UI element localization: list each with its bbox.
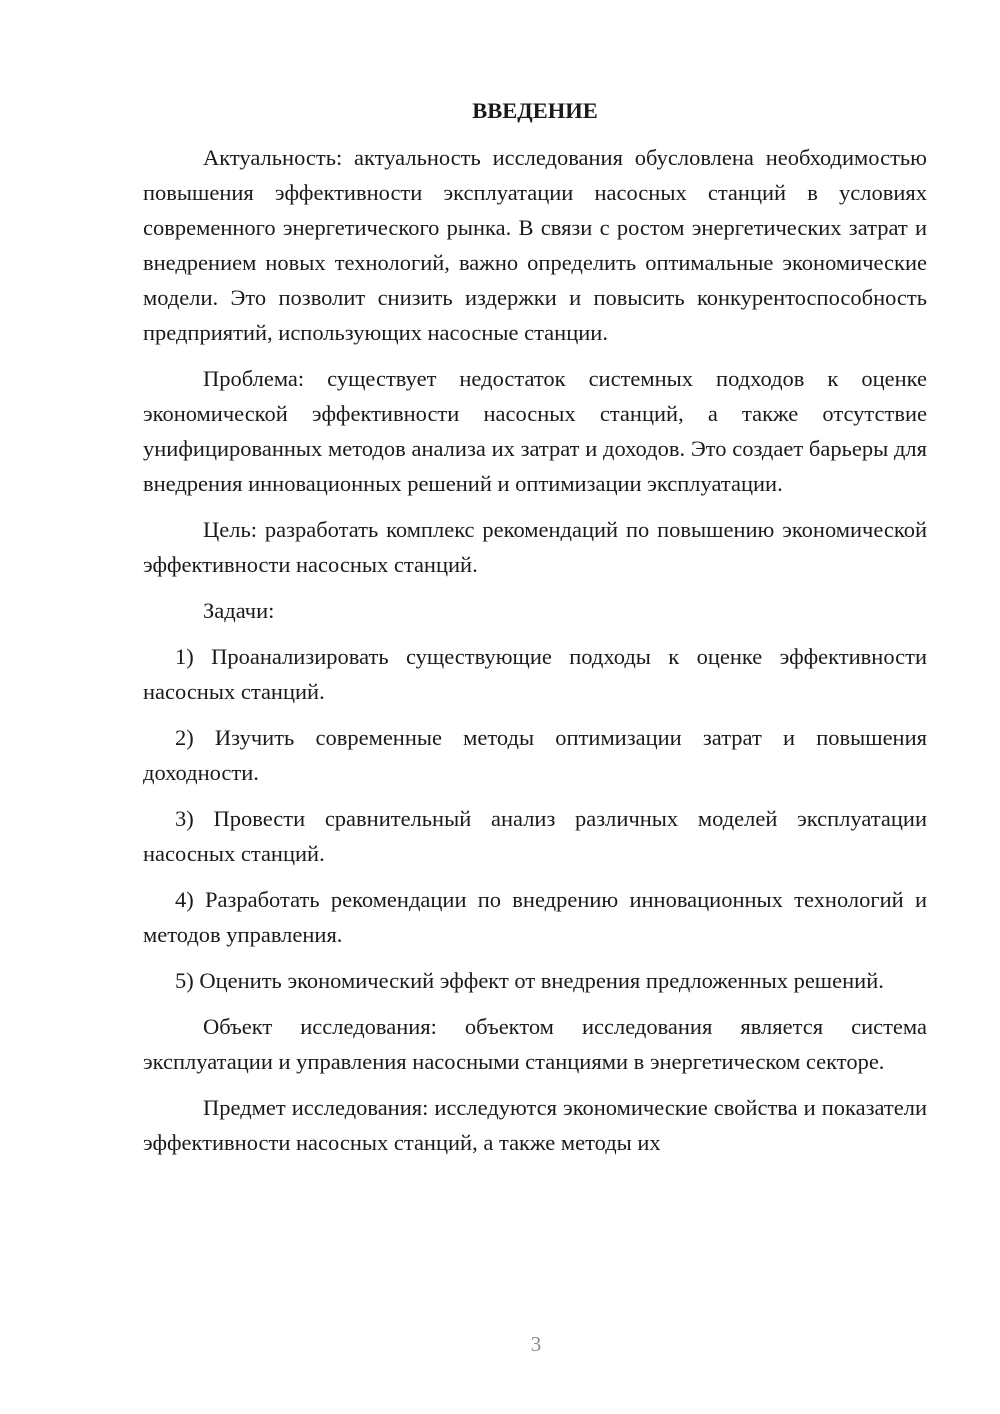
task-item: 3) Провести сравнительный анализ различных моделей эксплуатации насосных станций. [143, 806, 927, 866]
task-item: 4) Разработать рекомендации по внедрению инновационных технологий и методов управления. [143, 887, 927, 947]
task-item: 5) Оценить экономический эффект от внедрения предложенных решений. [175, 968, 884, 993]
tasks-heading: Задачи: [203, 598, 275, 623]
page-number: 3 [530, 1332, 542, 1356]
paragraph-subject: Предмет исследования: исследуются экономические свойства и показатели эффективности насосных станций, а также методы их [143, 1095, 927, 1155]
task-item: 1) Проанализировать существующие подходы к оценке эффективности насосных станций. [143, 644, 927, 704]
task-item: 2) Изучить современные методы оптимизации затрат и повышения доходности. [143, 725, 927, 785]
paragraph-goal: Цель: разработать комплекс рекомендаций по повышению экономической эффективности насосных станций. [143, 517, 927, 577]
paragraph-relevance: Актуальность: актуальность исследования обусловлена необходимостью повышения эффективности эксплуатации насосных станций в условиях современного энергетического рынка. В связи с ростом энергетических затрат и внедрением новых технологий, важно определить оптимальные экономические модели. Это позволит снизить издержки и повысить конкурентоспособность предприятий, использующих насосные станции. [143, 145, 927, 345]
paragraph-problem: Проблема: существует недостаток системных подходов к оценке экономической эффективности насосных станций, а также отсутствие унифицированных методов анализа их затрат и доходов. Это создает барьеры для внедрения инновационных решений и оптимизации эксплуатации. [143, 366, 927, 496]
paragraph-object: Объект исследования: объектом исследования является система эксплуатации и управления насосными станциями в энергетическом секторе. [143, 1014, 927, 1074]
section-title: ВВЕДЕНИЕ [472, 98, 598, 123]
page-content [143, 93, 927, 1171]
